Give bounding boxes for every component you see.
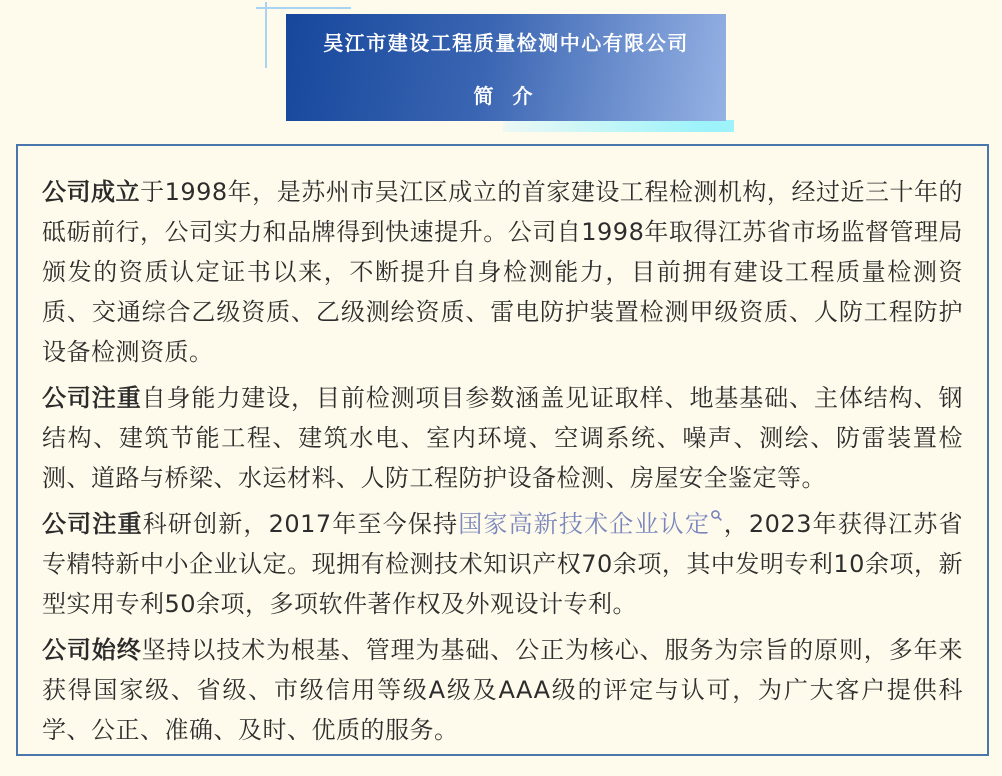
paragraph-text: 自身能力建设，目前检测项目参数涵盖见证取样、地基基础、主体结构、钢结构、建筑节能工程、建筑水电、室内环境、空调系统、噪声、测绘、防雷装置检测、道路与桥梁、水运材料、人防工程防护设备检测、房屋安全鉴定等。	[42, 384, 964, 492]
search-icon[interactable]	[710, 509, 723, 522]
paragraph-text: 科研创新，2017年至今保持	[142, 510, 459, 538]
decorative-line-horizontal	[256, 7, 351, 9]
cyan-accent-bar	[503, 120, 734, 132]
paragraph-lead: 公司注重	[42, 384, 142, 412]
intro-card	[16, 144, 989, 756]
paragraph-text: 坚持以技术为根基、管理为基础、公正为核心、服务为宗旨的原则，多年来获得国家级、省级、市级信用等级A级及AAA级的评定与认可，为广大客户提供科学、公正、准确、及时、优质的服务。	[42, 636, 964, 744]
paragraph-lead: 公司始终	[42, 636, 142, 664]
paragraph-text: ，2023年获得江苏省专精特新中小企业认定。现拥有检测技术知识产权70余项，其中发明专利10余项，新型实用专利50余项，多项软件著作权及外观设计专利。	[42, 510, 964, 618]
decorative-line-vertical	[265, 2, 267, 68]
paragraph-innovation	[42, 504, 963, 624]
high-tech-enterprise-link[interactable]: 国家高新技术企业认定	[458, 510, 711, 538]
paragraph-founding	[42, 172, 963, 372]
banner-subtitle: 简 介	[473, 83, 539, 108]
paragraph-lead: 公司注重	[42, 510, 143, 538]
paragraph-lead: 公司成立	[42, 178, 141, 206]
paragraph-principles	[42, 630, 963, 750]
paragraph-capabilities	[42, 378, 963, 498]
header-banner	[286, 14, 726, 121]
company-name-title: 吴江市建设工程质量检测中心有限公司	[323, 30, 689, 55]
paragraph-text: 于1998年，是苏州市吴江区成立的首家建设工程检测机构，经过近三十年的砥砺前行，公司实力和品牌得到快速提升。公司自1998年取得江苏省市场监督管理局颁发的资质认定证书以来，不断提升自身检测能力，目前拥有建设工程质量检测资质、交通综合乙级资质、乙级测绘资质、雷电防护装置检测甲级资质、人防工程防护设备检测资质。	[42, 178, 964, 366]
